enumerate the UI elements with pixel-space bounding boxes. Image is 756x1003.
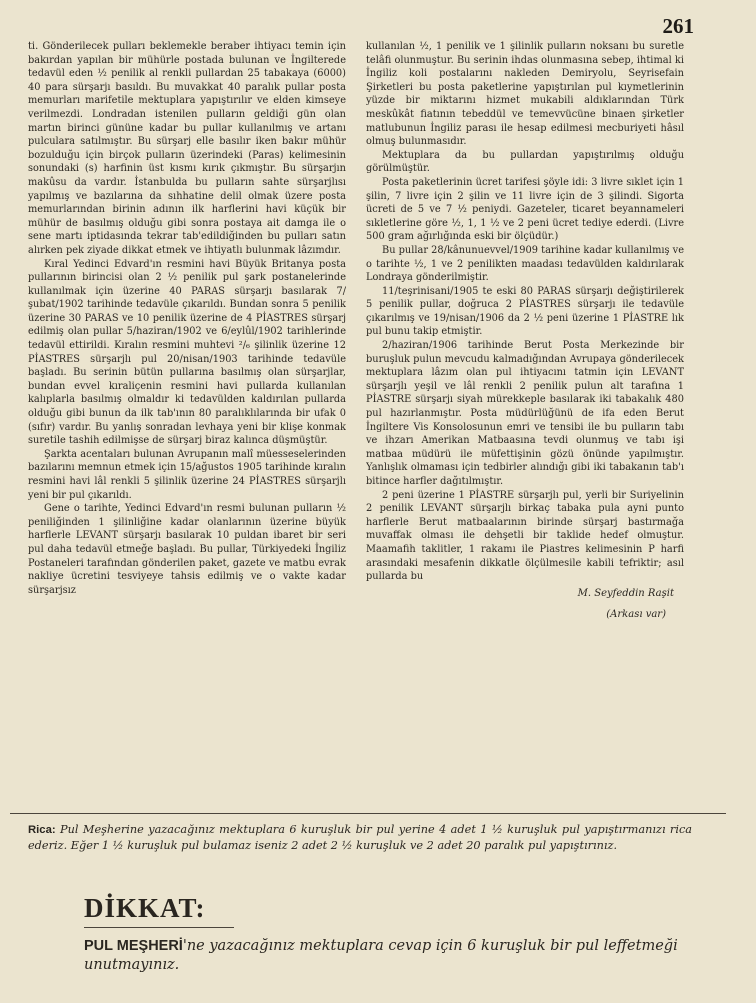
paragraph: Mektuplara da bu pullardan yapıştırılmış olduğu görülmüştür. bbox=[366, 149, 684, 175]
paragraph: 2 peni üzerine 1 PİASTRE sürşarjlı pul, yerli bir Suriyelinin 2 penilik LEVANT sürşarjlı birkaç tabaka pula ayni punto harflerle Berut matbaalarının birinde sürşarj bastırmağa muvaffak olması ile dehşetli bir taklide hedef olmuştur. Maamafih taklitler, 1 rakamı ile Piastres kelimesinin P harfi arasındaki mesafenin dikkatle ölçülmesile kabili tefriktir; asıl pullarda bu bbox=[366, 489, 684, 583]
paragraph: ti. Gönderilecek pulları beklemekle beraber ihtiyacı temin için bakırdan yapılan bir mühürle postada bulunan ve İngilterede tedavül eden ½ penilik al renkli pullardan 25 tabakaya (6000) 40 para sürşarjı basıldı. Bu muvakkat 40 paralık pullar posta memurları marifetile mektuplara yapıştırılır ve elden kimseye verilmezdi. Londradan istenilen pulların geldiği gün olan martın birinci gününe kadar bu pullar kullanılmış ve artanı pulculara satılmıştır. Bu sürşarj elle basılır iken bakır mühür bozulduğu için birçok pulların üzerindeki (Paras) kelimesinin sonundaki (s) harfinin üst kısmı kırık çıkmıştır. Bu sürşarjın makûsu da vardır. İstanbulda bu pulların sahte sürşarjlısı yapılmış ve bazılarına da sıhhatine delil olmak üzere posta memurlarından birinin adının ilk harflerini havi küçük bir mühür de basılmış olduğu gibi sonra postaya ait damga ile o sene martı iptidasında tekrar tab'edildiğinden bu pulları satın alırken pek ziyade dikkat etmek ve ihtiyatlı bulunmak lâzımdır. bbox=[28, 41, 346, 256]
paragraph: Şarkta acentaları bulunan Avrupanın malî müesseselerinden bazılarını memnun etmek için 15/ağustos 1905 tarihinde kıralın resmini havi lâl renkli 5 şilinlik üzerine 24 PİASTRES sürşarjlı yeni bir pul çıkarıldı. bbox=[28, 448, 346, 501]
paragraph: 11/teşrinisani/1905 te eski 80 PARAS sürşarjı değiştirilerek 5 penilik pullar, doğruca 2 PİASTRES sürşarjı ile tedavüle çıkarılmış ve 19/nisan/1906 da 2 ½ peni üzerine 1 PİASTRE lık pul bunu takip etmiştir. bbox=[366, 285, 684, 338]
section-divider bbox=[10, 813, 726, 814]
right-column bbox=[366, 40, 684, 788]
continued-note: (Arkası var) bbox=[606, 608, 666, 620]
notice-text bbox=[84, 937, 684, 975]
paragraph: kullanılan ½, 1 penilik ve 1 şilinlik pulların noksanı bu suretle telâfi olunmuştur. Bu serinin ihdas olunmasına sebep, ihtimal ki İngiliz koli postalarını nakleden Demiryolu, Seyrisefain Şirketleri bu posta paketlerine yapıştırılan pul kıymetlerinin yüzde bir miktarını hizmet mukabili aldıklarından Türk meskûkât fiatının tebeddül ve temevvücüne binaen şirketler matlubunun İngiliz parası ile hesap edilmesi mecburiyeti hâsıl olmuş bulunmasıdır. bbox=[366, 41, 684, 148]
page-number: 261 bbox=[662, 14, 694, 38]
request-label: Rica: bbox=[28, 824, 56, 836]
left-column bbox=[28, 40, 346, 788]
notice-heading: DİKKAT: bbox=[84, 893, 206, 923]
author-signature: M. Seyfeddin Raşit bbox=[577, 587, 674, 599]
heading-underline bbox=[84, 927, 234, 928]
request-text: Pul Meşherine yazacağınız mektuplara 6 kuruşluk bir pul yerine 4 adet 1 ½ kuruşluk pul yapıştırmanızı rica ederiz. Eğer 1 ½ kuruşluk pul bulamaz iseniz 2 adet 2 ½ kuruşluk ve 2 adet 20 paralık pul yapıştırınız. bbox=[28, 823, 693, 852]
paragraph: 2/haziran/1906 tarihinde Berut Posta Merkezinde bir buruşluk pulun mevcudu kalmadığından Avrupaya gönderilecek mektuplara lâzım olan pul ihtiyacını tatmin için LEVANT sürşarjlı yeşil ve lâl renkli 2 penilik pulun alt tarafına 1 PİASTRE sürşarjı siyah mürekkeple basılarak iki tabakalık 480 pul hazırlanmıştır. Posta müdürlüğünü de ifa eden Berut İngiltere Vis Konsolosunun emri ve tensibi ile bu pulların tabı ve ihzarı Amerikan Matbaasına tevdi olunmuş ve tabı işi matbaa müdürü ile müfettişinin gözü önünde yapılmıştır. Yanlışlık olmaması için tedbirler alındığı gibi iki tabakanın tab'ı bitince harfler dağıtılmıştır. bbox=[366, 340, 684, 487]
brand-name: PUL MEŞHERİ bbox=[84, 938, 183, 954]
article-body bbox=[28, 40, 684, 788]
notice-body: 'ne yazacağınız mektuplara cevap için 6 kuruşluk bir pul leffetmeği unutmayınız. bbox=[84, 938, 678, 973]
paragraph: Gene o tarihte, Yedinci Edvard'ın resmi bulunan pulların ½ peniliğinden 1 şilinliğine kadar olanlarının üzerine büyük harflerle LEVANT sürşarjı basılarak 10 puldan ibaret bir seri pul daha tedavül etmeğe başladı. Bu pullar, Türkiyedeki İngiliz Postaneleri tarafından gönderilen paket, gazete ve matbu evrak nakliye ücretini tesviyeye tahsis edilmiş ve o vakte kadar sürşarjsız bbox=[28, 503, 346, 596]
request-note bbox=[28, 822, 692, 853]
paragraph: Posta paketlerinin ücret tarifesi şöyle idi: 3 livre sıklet için 1 şilin, 7 livre için 2 şilin ve 11 livre için de 3 şilindi. Sigorta ücreti de 5 ve 7 ½ peniydi. Gazeteler, ticaret beyannameleri sıkletlerine göre ½, 1, 1 ½ ve 2 peni ücret tediye ederdi. (Livre 500 gram ağırlığında eski bir ölçüdür.) bbox=[366, 176, 684, 243]
paragraph: Kıral Yedinci Edvard'ın resmini havi Büyük Britanya posta pullarının birincisi olan 2 ½ penilik pul şark postanelerinde kullanılmak için üzerine 40 PARAS sürşarjı basılarak 7/şubat/1902 tarihinde tedavüle çıkarıldı. Bundan sonra 5 penilik üzerine 30 PARAS ve 10 penilik üzerine de 4 PİASTRES sürşarj edilmiş olan pullar 5/haziran/1902 ve 6/eylûl/1902 tarihlerinde tedavül ettirildi. Kıralın resmini muhtevi ²/₆ şilinlik üzerine 12 PİASTRES sürşarjlı pul 20/nisan/1903 tarihinde tedavüle başladı. Bu serinin bütün pullarına basılmış olan sürşarjlar, bundan evvel kıraliçenin resmini havi pullarda kullanılan kalıplarla basılmış olmaldır ki tedavülden kaldırılan pullarda olduğu gibi bunun da ilk tab'ının 80 paralıklılarında bir ufak 0 (sıfır) vardır. Bu yanlış sonradan levhaya yeni bir klişe konmak suretile tashih edilmişse de sürşarj biraz kalınca düşmüştür. bbox=[28, 258, 346, 447]
paragraph: Bu pullar 28/kânunuevvel/1909 tarihine kadar kullanılmış ve o tarihte ½, 1 ve 2 penilikten maadası tedavülden kaldırılarak Londraya gönderilmiştir. bbox=[366, 244, 684, 284]
